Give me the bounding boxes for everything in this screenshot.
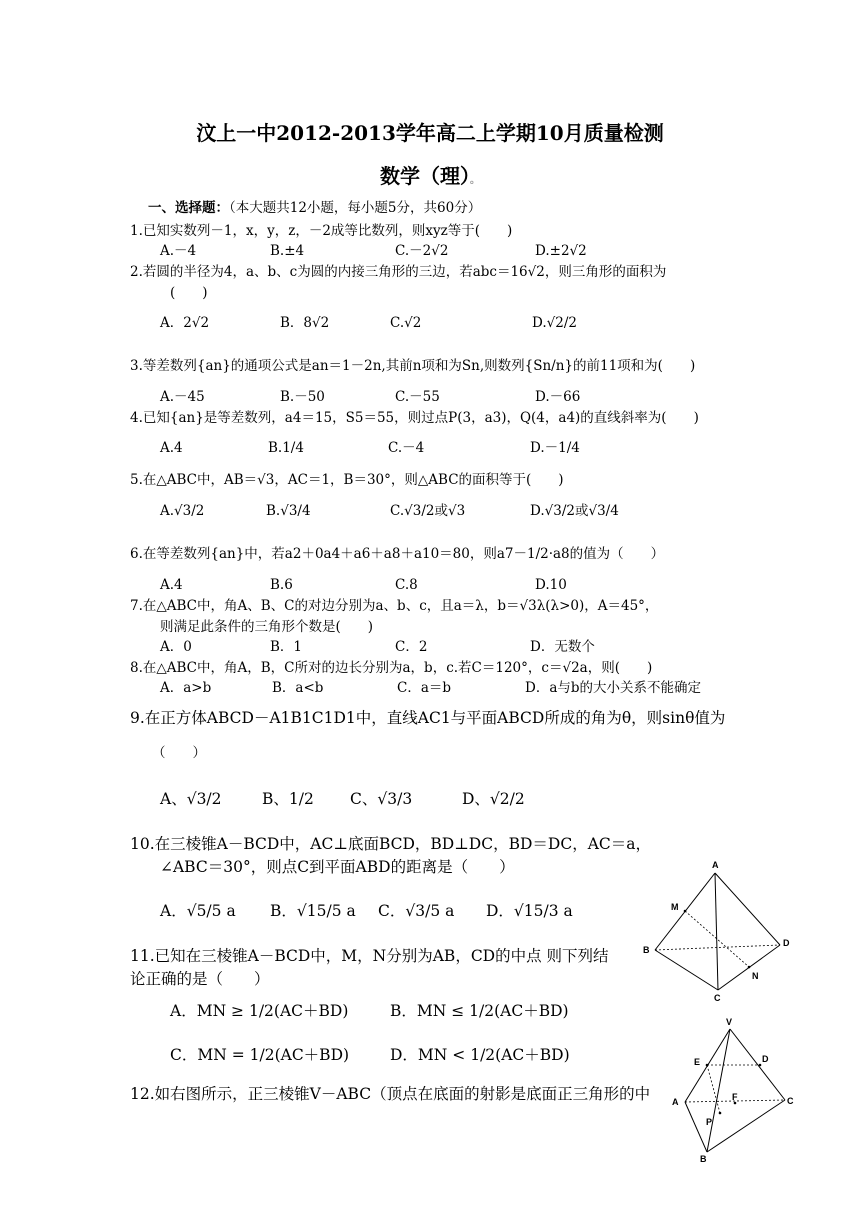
q11-stem-cont: 论正确的是（ ）	[130, 970, 270, 988]
q2-option-a: A．2√2	[160, 315, 210, 331]
q1-option-c: C.－2√2	[395, 243, 449, 259]
q10-option-c: C．√3/5 a	[378, 902, 455, 920]
q3-option-b: B.－50	[280, 389, 325, 405]
fig2-label-f: F	[732, 1092, 738, 1102]
q5-option-a: A.√3/2	[160, 503, 205, 519]
q3-option-c: C.－55	[395, 389, 440, 405]
q6-option-c: C.8	[395, 577, 418, 593]
q5-option-d: D.√3/2或√3/4	[530, 503, 619, 519]
q7-option-b: B．1	[270, 639, 303, 655]
q3-stem: 3.等差数列{an}的通项公式是an＝1－2n,其前n项和为Sn,则数列{Sn/n}的前11项和为( )	[130, 358, 696, 374]
q9-option-d: D、√2/2	[462, 790, 525, 808]
tetrahedron-figure-1	[640, 855, 800, 1005]
q8-option-d: D．a与b的大小关系不能确定	[525, 680, 702, 696]
q8-option-b: B．a<b	[272, 680, 324, 696]
q11-option-a: A．MN ≥ 1/2(AC＋BD)	[170, 1002, 349, 1020]
q6-stem: 6.在等差数列{an}中，若a2＋0a4＋a6＋a8＋a10＝80，则a7－1/2·a8的值为（ ）	[130, 546, 665, 562]
q11-option-c: C．MN = 1/2(AC＋BD)	[170, 1046, 350, 1064]
q4-option-a: A.4	[160, 440, 183, 456]
q11-option-d: D．MN < 1/2(AC＋BD)	[390, 1046, 570, 1064]
q4-option-c: C.－4	[388, 440, 425, 456]
q12-stem: 12.如右图所示，正三棱锥V－ABC（顶点在底面的射影是底面正三角形的中	[130, 1085, 651, 1103]
q8-stem: 8.在△ABC中，角A，B，C所对的边长分别为a，b，c.若C＝120°，c＝√2a，则( )	[130, 660, 653, 676]
q1-stem: 1.已知实数列－1，x，y，z，－2成等比数列，则xyz等于( )	[130, 223, 513, 239]
q10-stem: 10.在三棱锥A－BCD中，AC⊥底面BCD，BD⊥DC，BD＝DC，AC＝a，	[130, 835, 651, 853]
q4-stem: 4.已知{an}是等差数列，a4＝15，S5＝55，则过点P(3，a3)，Q(4，a4)的直线斜率为( )	[130, 410, 699, 426]
fig2-label-c: C	[787, 1096, 794, 1106]
q2-option-b: B．8√2	[280, 315, 330, 331]
q7-stem-cont: 则满足此条件的三角形个数是( )	[160, 619, 374, 635]
q11-stem: 11.已知在三棱锥A－BCD中，M，N分别为AB，CD的中点 则下列结	[130, 947, 609, 965]
q3-option-a: A.－45	[160, 389, 205, 405]
q9-option-c: C、√3/3	[350, 790, 413, 808]
q8-option-a: A．a>b	[160, 680, 212, 696]
fig2-label-b: B	[700, 1154, 707, 1164]
q11-option-b: B．MN ≤ 1/2(AC＋BD)	[390, 1002, 569, 1020]
q9-stem: 9.在正方体ABCD－A1B1C1D1中，直线AC1与平面ABCD所成的角为θ，则sinθ值为	[130, 709, 726, 727]
q6-option-a: A.4	[160, 577, 183, 593]
q7-option-c: C．2	[395, 639, 428, 655]
q10-option-d: D．√15/3 a	[486, 902, 573, 920]
q1-option-a: A.－4	[160, 243, 197, 259]
q6-option-d: D.10	[535, 577, 567, 593]
section-heading: 一、选择题：（本大题共12小题，每小题5分，共60分）	[148, 200, 482, 216]
q8-option-c: C．a＝b	[397, 680, 452, 696]
q10-option-b: B．√15/5 a	[270, 902, 356, 920]
q2-option-c: C.√2	[390, 315, 422, 331]
fig2-label-a: A	[672, 1097, 679, 1107]
q3-option-d: D.－66	[535, 389, 581, 405]
q10-stem-cont: ∠ABC＝30°，则点C到平面ABD的距离是（ ）	[160, 858, 515, 876]
q2-stem: 2.若圆的半径为4，a、b、c为圆的内接三角形的三边，若abc＝16√2，则三角形的面积为	[130, 264, 667, 280]
q4-option-d: D.－1/4	[530, 440, 580, 456]
q2-option-d: D.√2/2	[532, 315, 577, 331]
fig1-label-a: A	[712, 860, 719, 870]
q9-stem-cont: （ ）	[152, 745, 206, 761]
fig1-label-n: N	[752, 971, 759, 981]
page-title: 汶上一中2012-2013学年高二上学期10月质量检测	[196, 121, 664, 145]
page-subtitle: 数学（理）。	[380, 164, 480, 188]
fig1-label-d: D	[783, 938, 790, 948]
q1-option-d: D.±2√2	[535, 243, 587, 259]
q7-stem: 7.在△ABC中，角A、B、C的对边分别为a、b、c，且a＝λ，b＝√3λ(λ>0)，A＝45°，	[130, 598, 659, 614]
q6-option-b: B.6	[270, 577, 293, 593]
fig2-label-v: V	[726, 1017, 733, 1027]
fig2-label-d: D	[762, 1054, 769, 1064]
fig1-label-m: M	[671, 902, 679, 912]
fig2-label-e: E	[694, 1057, 701, 1067]
pyramid-figure-2	[660, 1015, 810, 1165]
q9-option-a: A、√3/2	[160, 790, 222, 808]
fig2-label-p: P	[706, 1117, 713, 1127]
q7-option-a: A．0	[160, 639, 192, 655]
q7-option-d: D．无数个	[530, 639, 595, 655]
q2-stem-cont: ( )	[170, 285, 208, 301]
q10-option-a: A．√5/5 a	[160, 902, 236, 920]
fig1-label-c: C	[714, 993, 721, 1003]
q1-option-b: B.±4	[270, 243, 305, 259]
q5-stem: 5.在△ABC中，AB＝√3，AC＝1，B＝30°，则△ABC的面积等于( )	[130, 472, 564, 488]
q5-option-b: B.√3/4	[266, 503, 311, 519]
q4-option-b: B.1/4	[268, 440, 304, 456]
q9-option-b: B、1/2	[262, 790, 314, 808]
q5-option-c: C.√3/2或√3	[390, 503, 466, 519]
fig1-label-b: B	[643, 945, 650, 955]
